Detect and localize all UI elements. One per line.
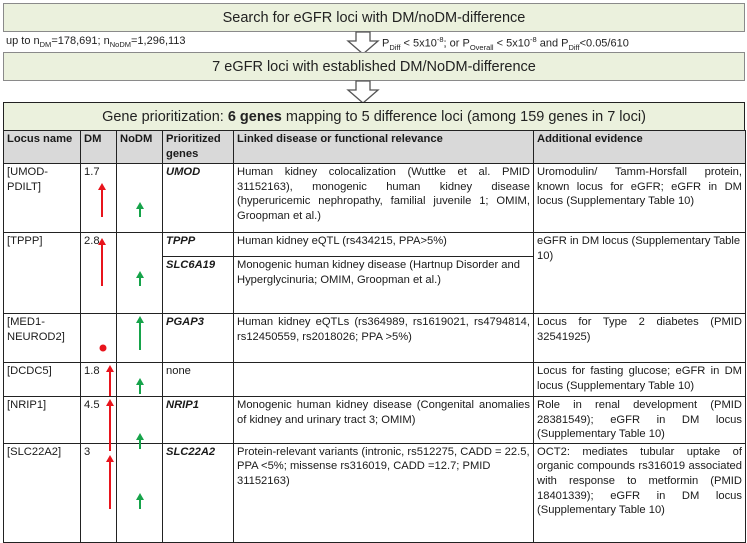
table-row — [4, 363, 746, 397]
nodm-up-arrow-icon — [136, 202, 144, 217]
sample-size-note: up to $n_{DM}=178,691$; $n_{NoDM}=1,296,113$ — [6, 35, 186, 50]
locus-cell: [NRIP1] — [4, 397, 81, 444]
header-nodm: NoDM — [117, 131, 163, 164]
dm-cell — [81, 314, 117, 363]
locus-cell: [SLC22A2] — [4, 443, 81, 542]
evidence-cell: eGFR in DM locus (Supplementary Table 10) — [534, 233, 746, 314]
nodm-cell — [117, 164, 163, 233]
nodm-cell — [117, 397, 163, 444]
header-relevance: Linked disease or functional relevance — [234, 131, 534, 164]
relevance-cell — [234, 363, 534, 397]
gene-name: UMOD — [163, 164, 234, 233]
nodm-up-arrow-icon — [136, 378, 144, 394]
header-dm: DM — [81, 131, 117, 164]
flow-step-search — [3, 3, 745, 32]
dm-cell: 1.8 — [81, 363, 117, 397]
dm-cell: 2.8 — [81, 233, 117, 314]
table-row — [4, 397, 746, 444]
evidence-cell: Locus for Type 2 diabetes (PMID 32541925) — [534, 314, 746, 363]
nodm-cell — [117, 443, 163, 542]
relevance-cell: Protein-relevant variants (intronic, rs512275, CADD = 22.5, PPA <5%; missense rs316019, CADD =12.7; PMID 31152163) — [234, 443, 534, 542]
locus-cell: [DCDC5] — [4, 363, 81, 397]
nodm-cell — [117, 363, 163, 397]
evidence-cell: Uromodulin/ Tamm-Horsfall protein, known locus for eGFR; eGFR in DM locus (Supplementary Table 10) — [534, 164, 746, 233]
header-genes: Prioritized genes — [163, 131, 234, 164]
dm-cell: 4.5 — [81, 397, 117, 444]
dm-up-arrow-icon — [98, 238, 106, 286]
table-row — [4, 233, 746, 257]
nodm-cell — [117, 233, 163, 314]
dm-up-arrow-icon — [106, 455, 114, 509]
dm-cell: 1.7 — [81, 164, 117, 233]
table-row — [4, 314, 746, 363]
table-row — [4, 443, 746, 542]
gene-name: SLC6A19 — [163, 257, 234, 314]
evidence-cell: Locus for fasting glucose; eGFR in DM locus (Supplementary Table 10) — [534, 363, 746, 397]
flow-step-search-label: Search for eGFR loci with DM/noDM-difference — [222, 9, 526, 26]
gene-prioritization-title: Gene prioritization: 6 genes mapping to 5 difference loci (among 159 genes in 7 loci) — [3, 102, 745, 130]
dm-cell: 3 — [81, 443, 117, 542]
relevance-cell: Human kidney eQTL (rs434215, PPA>5%) — [234, 233, 534, 257]
relevance-cell: Monogenic human kidney disease (Hartnup Disorder and Hyperglycinuria; OMIM, Groopman et al.) — [234, 257, 534, 314]
down-arrow-icon — [346, 80, 380, 104]
nodm-cell — [117, 314, 163, 363]
relevance-cell: Human kidney eQTLs (rs364989, rs1619021, rs4794814, rs12450559, rs2018026; PPA >5%) — [234, 314, 534, 363]
dm-up-arrow-icon — [98, 183, 106, 217]
gene-table — [3, 130, 746, 543]
dm-up-arrow-icon — [106, 365, 114, 396]
gene-name: SLC22A2 — [163, 443, 234, 542]
locus-cell: [UMOD-PDILT] — [4, 164, 81, 233]
gene-name: NRIP1 — [163, 397, 234, 444]
relevance-cell: Human kidney colocalization (Wuttke et al. PMID 31152163), monogenic human kidney disease (hyperuricemic nephropathy, familial juvenile 1; OMIM, Groopman et al.) — [234, 164, 534, 233]
flow-step-established-loci-label: 7 eGFR loci with established DM/NoDM-difference — [212, 58, 536, 75]
nodm-up-arrow-icon — [136, 316, 144, 350]
evidence-cell: OCT2: mediates tubular uptake of organic compounds rs316019 associated with response to metformin (PMID 18401339); eGFR in DM locus (Supplementary Table 10) — [534, 443, 746, 542]
header-evidence: Additional evidence — [534, 131, 746, 164]
dm-dot-icon — [99, 344, 107, 352]
nodm-up-arrow-icon — [136, 493, 144, 509]
flow-step-established-loci — [3, 52, 745, 81]
gene-name: TPPP — [163, 233, 234, 257]
table-header-row — [4, 131, 746, 164]
table-row — [4, 164, 746, 233]
criteria-note: $P_{Diff} < 5x10^{-8}$; or $P_{Overall} < 5x10^{-8}$ and $P_{Diff}<0.05/610$ — [382, 35, 629, 52]
gene-name: none — [163, 363, 234, 397]
nodm-up-arrow-icon — [136, 271, 144, 286]
evidence-cell: Role in renal development (PMID 28381549); eGFR in DM locus (Supplementary Table 10) — [534, 397, 746, 444]
locus-cell: [MED1-NEUROD2] — [4, 314, 81, 363]
header-locus: Locus name — [4, 131, 81, 164]
locus-cell: [TPPP] — [4, 233, 81, 314]
gene-name: PGAP3 — [163, 314, 234, 363]
relevance-cell: Monogenic human kidney disease (Congenital anomalies of kidney and urinary tract 3; OMIM) — [234, 397, 534, 444]
